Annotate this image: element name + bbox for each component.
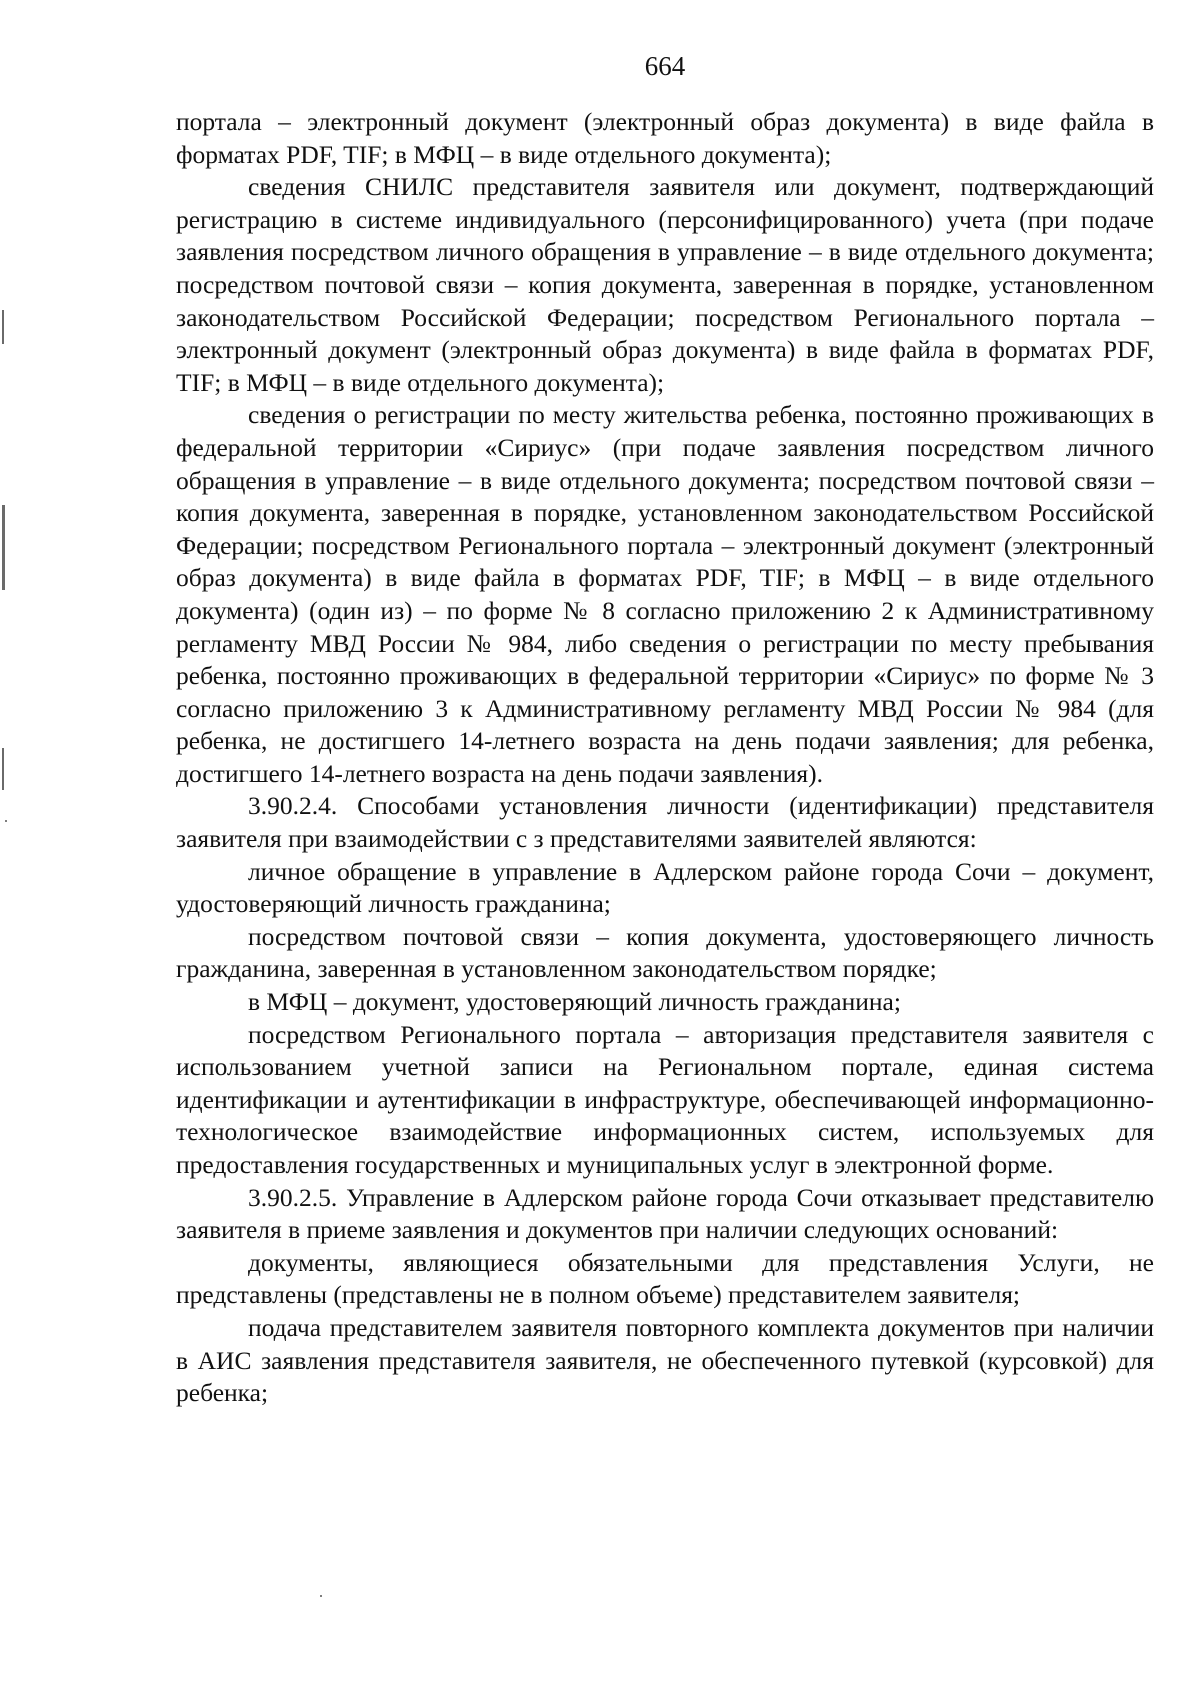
paragraph: документы, являющиеся обязательными для представления Услуги, не представлены (представлены не в полном объеме) представителем заявителя;	[176, 1247, 1154, 1310]
paragraph: 3.90.2.4. Способами установления личности (идентификации) представителя заявителя при взаимодействии с з представителями заявителей являются:	[176, 791, 1154, 854]
paragraph: посредством Регионального портала – авторизация представителя заявителя с использованием учетной записи на Региональном портале, единая система идентификации и аутентификации в инфраструктуре, обеспечивающей информационно-технологическое взаимодействие информационных систем, используемых для предоставления государственных и муниципальных услуг в электронной форме.	[176, 1019, 1154, 1179]
scan-artifact-middle	[2, 505, 5, 590]
paragraph: сведения о регистрации по месту жительства ребенка, постоянно проживающих в федеральной территории «Сириус» (при подаче заявления посредством личного обращения в управление – в виде отдельного документа; посредством почтовой связи – копия документа, заверенная в порядке, установленном законодательством Российской Федерации; посредством Регионального портала – электронный документ (электронный образ документа) в виде файла в форматах PDF, TIF; в МФЦ – в виде отдельного документа) (один из) – по форме № 8 согласно приложению 2 к Административному регламенту МВД России № 984, либо сведения о регистрации по месту пребывания ребенка, постоянно проживающих в федеральной территории «Сириус» по форме № 3 согласно приложению 3 к Административному регламенту МВД России № 984 (для ребенка, не достигшего 14-летнего возраста на день подачи заявления; для ребенка, достигшего 14-летнего возраста на день подачи заявления).	[176, 400, 1154, 788]
paragraph: 3.90.2.5. Управление в Адлерском районе города Сочи отказывает представителю заявителя в приеме заявления и документов при наличии следующих оснований:	[176, 1182, 1154, 1245]
scan-speck	[5, 820, 7, 822]
paragraph: сведения СНИЛС представителя заявителя или документ, подтверждающий регистрацию в системе индивидуального (персонифицированного) учета (при подаче заявления посредством личного обращения в управление – в виде отдельного документа; посредством почтовой связи – копия документа, заверенная в порядке, установленном законодательством Российской Федерации; посредством Регионального портала – электронный документ (электронный образ документа) в виде файла в форматах PDF, TIF; в МФЦ – в виде отдельного документа);	[176, 172, 1154, 397]
page-number: 664	[644, 51, 686, 81]
scan-artifact-top	[2, 310, 4, 344]
scan-speck	[320, 1595, 322, 1597]
document-body	[176, 106, 1154, 1410]
paragraph: личное обращение в управление в Адлерском районе города Сочи – документ, удостоверяющий личность гражданина;	[176, 856, 1154, 919]
scan-artifact-lower	[2, 748, 4, 790]
paragraph: в МФЦ – документ, удостоверяющий личность гражданина;	[248, 987, 901, 1017]
paragraph: портала – электронный документ (электронный образ документа) в виде файла в форматах PDF, TIF; в МФЦ – в виде отдельного документа);	[176, 107, 1154, 169]
paragraph: подача представителем заявителя повторного комплекта документов при наличии в АИС заявления представителя заявителя, не обеспеченного путевкой (курсовкой) для ребенка;	[176, 1312, 1154, 1408]
paragraph: посредством почтовой связи – копия документа, удостоверяющего личность гражданина, заверенная в установленном законодательством порядке;	[176, 921, 1154, 984]
